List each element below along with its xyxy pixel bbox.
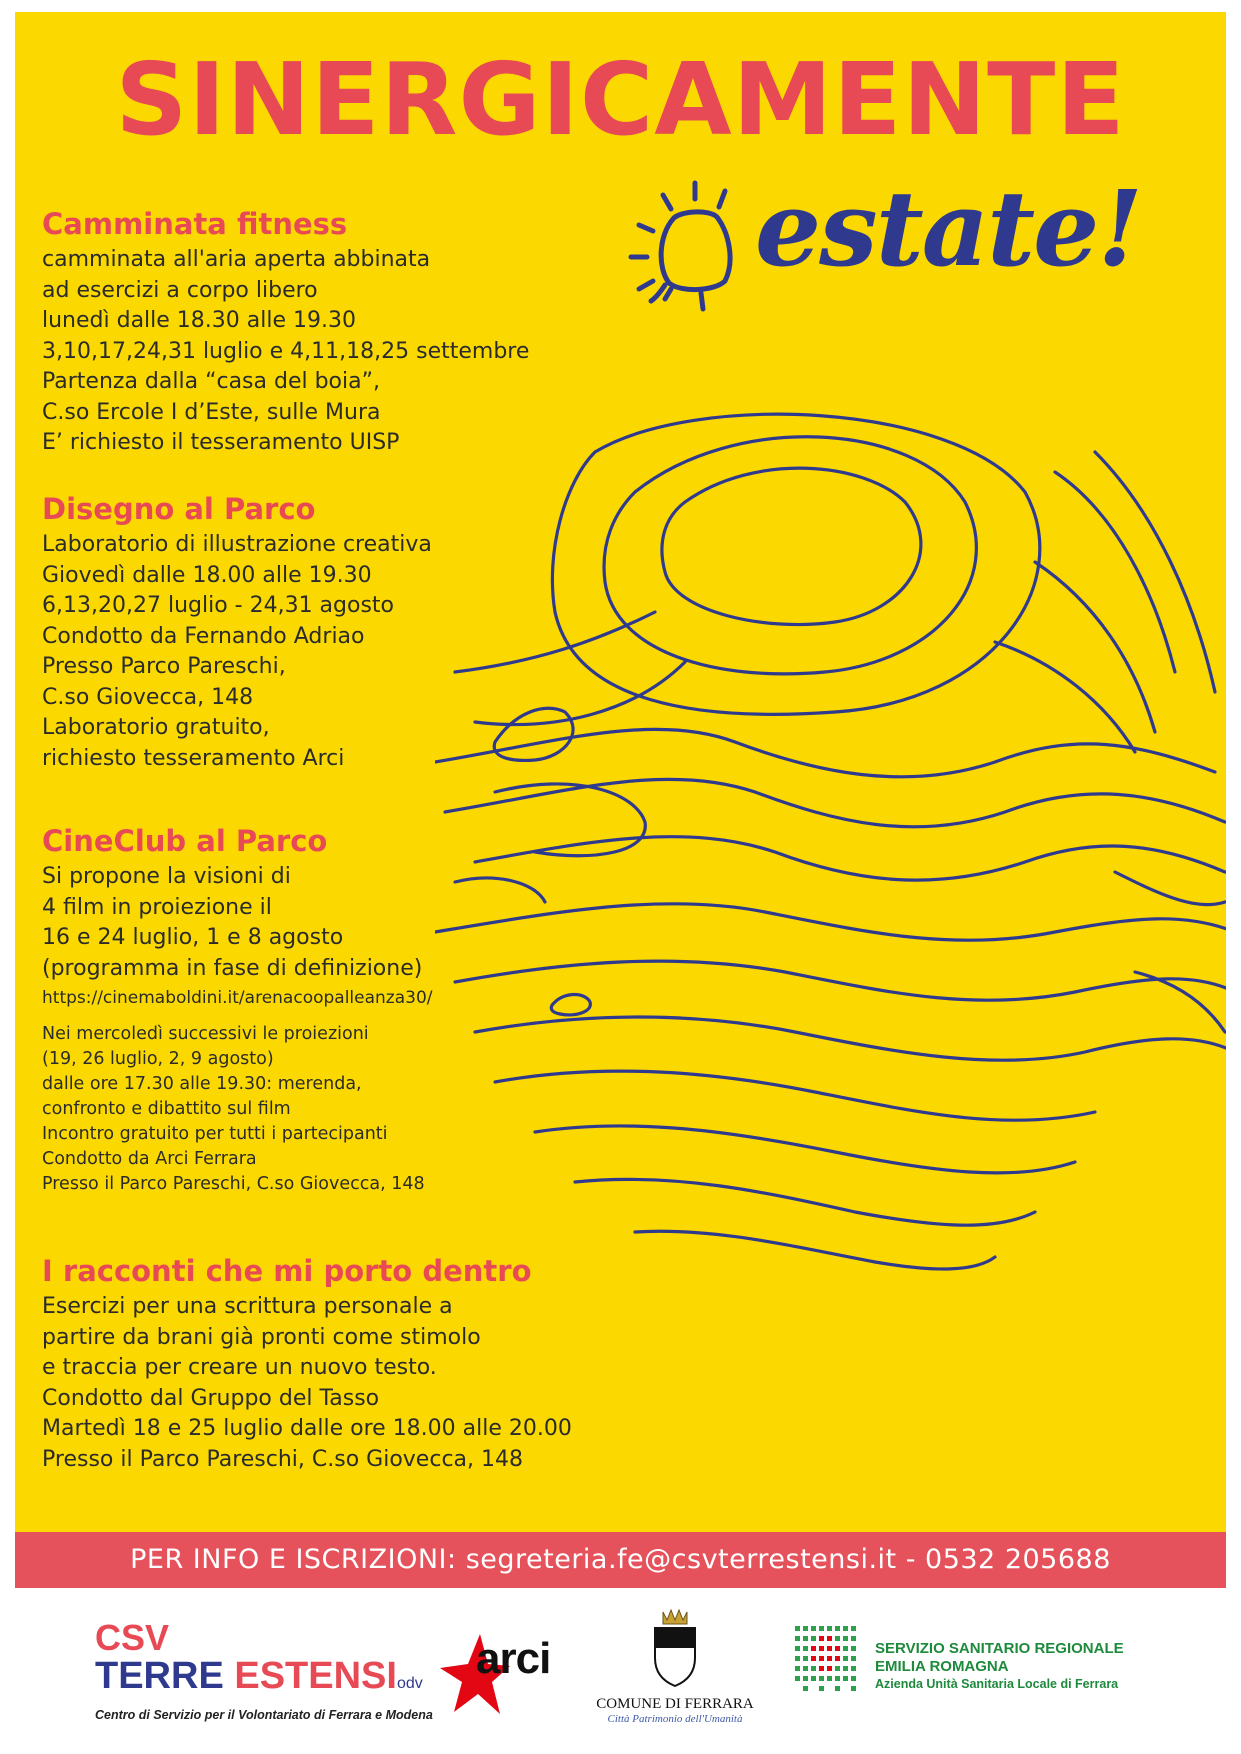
info-bar[interactable]: PER INFO E ISCRIZIONI: segreteria.fe@csvterrestensi.it - 0532 205688 — [15, 1532, 1226, 1588]
ssr-logo-line1: SERVIZIO SANITARIO REGIONALE — [875, 1640, 1124, 1657]
page-title: SINERGICAMENTE — [115, 41, 1126, 158]
section-line: C.so Ercole I d’Este, sulle Mura — [42, 399, 381, 425]
section-line: Si propone la visioni di — [42, 864, 291, 889]
section-heading: Disegno al Parco — [42, 492, 316, 526]
section-line: e traccia per creare un nuovo testo. — [42, 1355, 437, 1380]
section-line: Giovedì dalle 18.00 alle 19.30 — [42, 562, 372, 588]
section-small-line: Nei mercoledì successivi le proiezioni — [42, 1024, 369, 1044]
section-heading: Camminata fitness — [42, 207, 348, 241]
arci-logo-text: arci — [476, 1634, 551, 1683]
ferrara-crest-icon — [645, 1608, 705, 1688]
csv-logo-name — [95, 1656, 425, 1704]
section-racconti — [42, 1254, 662, 1475]
csv-logo-name-part1: TERRE — [95, 1655, 235, 1697]
footer-logos — [0, 1600, 1241, 1754]
ssr-logo — [795, 1626, 1165, 1716]
ssr-logo-line2: EMILIA ROMAGNA — [875, 1658, 1009, 1675]
section-small-line: Condotto da Arci Ferrara — [42, 1149, 257, 1169]
poster — [15, 12, 1226, 1587]
section-line: Condotto dal Gruppo del Tasso — [42, 1385, 380, 1411]
section-line: richiesto tesseramento Arci — [42, 745, 345, 771]
section-line: C.so Giovecca, 148 — [42, 684, 254, 710]
section-small-line: confronto e dibattito sul film — [42, 1099, 291, 1119]
section-line: lunedì dalle 18.30 alle 19.30 — [42, 308, 356, 333]
ferrara-logo — [595, 1608, 755, 1725]
section-heading: CineClub al Parco — [42, 824, 328, 858]
section-line: (programma in fase di definizione) — [42, 955, 423, 981]
section-line: Laboratorio di illustrazione creativa — [42, 532, 432, 557]
section-line: camminata all'aria aperta abbinata — [42, 247, 431, 272]
ferrara-logo-name: COMUNE DI FERRARA — [596, 1696, 754, 1712]
section-line: Presso Parco Pareschi, — [42, 654, 286, 679]
section-line: 6,13,20,27 luglio - 24,31 agosto — [42, 593, 395, 618]
section-line: 16 e 24 luglio, 1 e 8 agosto — [42, 925, 344, 950]
section-line: 3,10,17,24,31 luglio e 4,11,18,25 settembre — [42, 338, 530, 364]
ssr-grid-icon — [795, 1626, 869, 1706]
section-line: ad esercizi a corpo libero — [42, 277, 318, 303]
csv-logo — [95, 1617, 433, 1722]
section-small-line: dalle ore 17.30 alle 19.30: merenda, — [42, 1074, 362, 1094]
section-line: E’ richiesto il tesseramento UISP — [42, 430, 400, 455]
csv-logo-suffix: odv — [396, 1675, 423, 1692]
section-line: 4 film in proiezione il — [42, 894, 272, 920]
section-disegno-al-parco — [42, 492, 662, 774]
section-small-line: (19, 26 luglio, 2, 9 agosto) — [42, 1049, 274, 1069]
section-heading: I racconti che mi porto dentro — [42, 1254, 532, 1288]
csv-logo-description: Centro di Servizio per il Volontariato di Ferrara e Modena — [95, 1708, 433, 1722]
section-small-line: Presso il Parco Pareschi, C.so Giovecca, 148 — [42, 1174, 425, 1194]
csv-logo-name-part2: ESTENSI — [234, 1655, 397, 1697]
section-camminata-fitness — [42, 207, 662, 459]
section-line: partire da brani già pronti come stimolo — [42, 1324, 481, 1350]
section-line: Esercizi per una scrittura personale a — [42, 1294, 453, 1319]
section-line: Partenza dalla “casa del boia”, — [42, 369, 381, 394]
section-line: Laboratorio gratuito, — [42, 715, 270, 740]
section-line: Martedì 18 e 25 luglio dalle ore 18.00 alle 20.00 — [42, 1416, 572, 1441]
section-small-line: Incontro gratuito per tutti i partecipanti — [42, 1124, 388, 1144]
section-line: Presso il Parco Pareschi, C.so Giovecca, 148 — [42, 1446, 523, 1472]
section-cineclub-al-parco — [42, 824, 662, 1197]
csv-logo-top: CSV — [95, 1617, 170, 1658]
cinema-link[interactable]: https://cinemaboldini.it/arenacoopalleanza30/ — [42, 988, 433, 1008]
section-line: Condotto da Fernando Adriao — [42, 623, 365, 649]
ssr-logo-line3: Azienda Unità Sanitaria Locale di Ferrara — [875, 1677, 1119, 1691]
ferrara-logo-motto: Città Patrimonio dell'Umanità — [607, 1713, 743, 1725]
arci-logo — [440, 1628, 550, 1728]
ssr-logo-text — [875, 1640, 1124, 1693]
subtitle: estate! — [755, 167, 1142, 290]
